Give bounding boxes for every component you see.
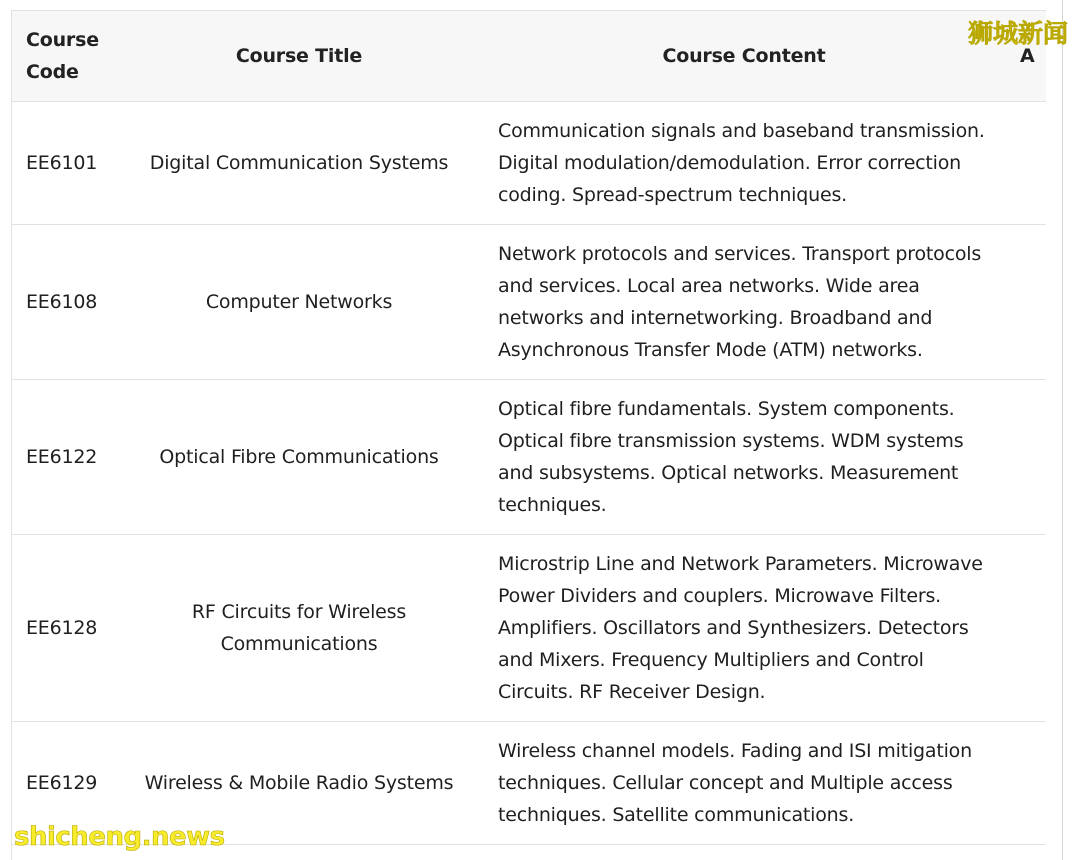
horizontal-scroll-edge [1062,0,1063,860]
header-course-code: Course Code [12,11,124,102]
course-title-cell: Wireless & Mobile Radio Systems [124,722,474,845]
table-row [12,380,1046,535]
course-content-cell: Network protocols and services. Transport protocols and services. Local area networks. Wide area networks and internetworking. Broadband and Asynchronous Transfer Mode (ATM) networks. [474,225,1014,380]
course-title-cell: RF Circuits for Wireless Communications [124,535,474,722]
course-content-cell: Communication signals and baseband transmission. Digital modulation/demodulation. Error correction coding. Spread-spectrum techniques. [474,102,1014,225]
course-title-cell: Computer Networks [124,225,474,380]
watermark-bottom-left: shicheng.news [14,822,225,852]
course-code-cell: EE6128 [12,535,124,722]
course-content-cell: Microstrip Line and Network Parameters. Microwave Power Dividers and couplers. Microwave Filters. Amplifiers. Oscillators and Synthesizers. Detectors and Mixers. Frequency Multipliers and Control Circuits. RF Receiver Design. [474,535,1014,722]
table-row [12,102,1046,225]
course-table [12,10,1046,845]
table-row [12,225,1046,380]
course-code-cell: EE6122 [12,380,124,535]
header-course-content: Course Content [474,11,1014,102]
watermark-top-right: 狮城新闻 [967,19,1068,48]
truncated-cell [1014,380,1046,535]
header-course-title: Course Title [124,11,474,102]
truncated-cell [1014,722,1046,845]
table-header-row [12,11,1046,102]
course-code-cell: EE6101 [12,102,124,225]
course-title-cell: Optical Fibre Communications [124,380,474,535]
truncated-cell [1014,535,1046,722]
course-content-cell: Optical fibre fundamentals. System components. Optical fibre transmission systems. WDM systems and subsystems. Optical networks. Measurement techniques. [474,380,1014,535]
course-code-cell: EE6129 [12,722,124,845]
course-code-cell: EE6108 [12,225,124,380]
truncated-cell [1014,102,1046,225]
course-table-container [11,10,1046,860]
course-content-cell: Wireless channel models. Fading and ISI mitigation techniques. Cellular concept and Multiple access techniques. Satellite communications. [474,722,1014,845]
truncated-cell [1014,225,1046,380]
header-truncated-column: A [1014,11,1046,102]
course-title-cell: Digital Communication Systems [124,102,474,225]
table-row [12,535,1046,722]
